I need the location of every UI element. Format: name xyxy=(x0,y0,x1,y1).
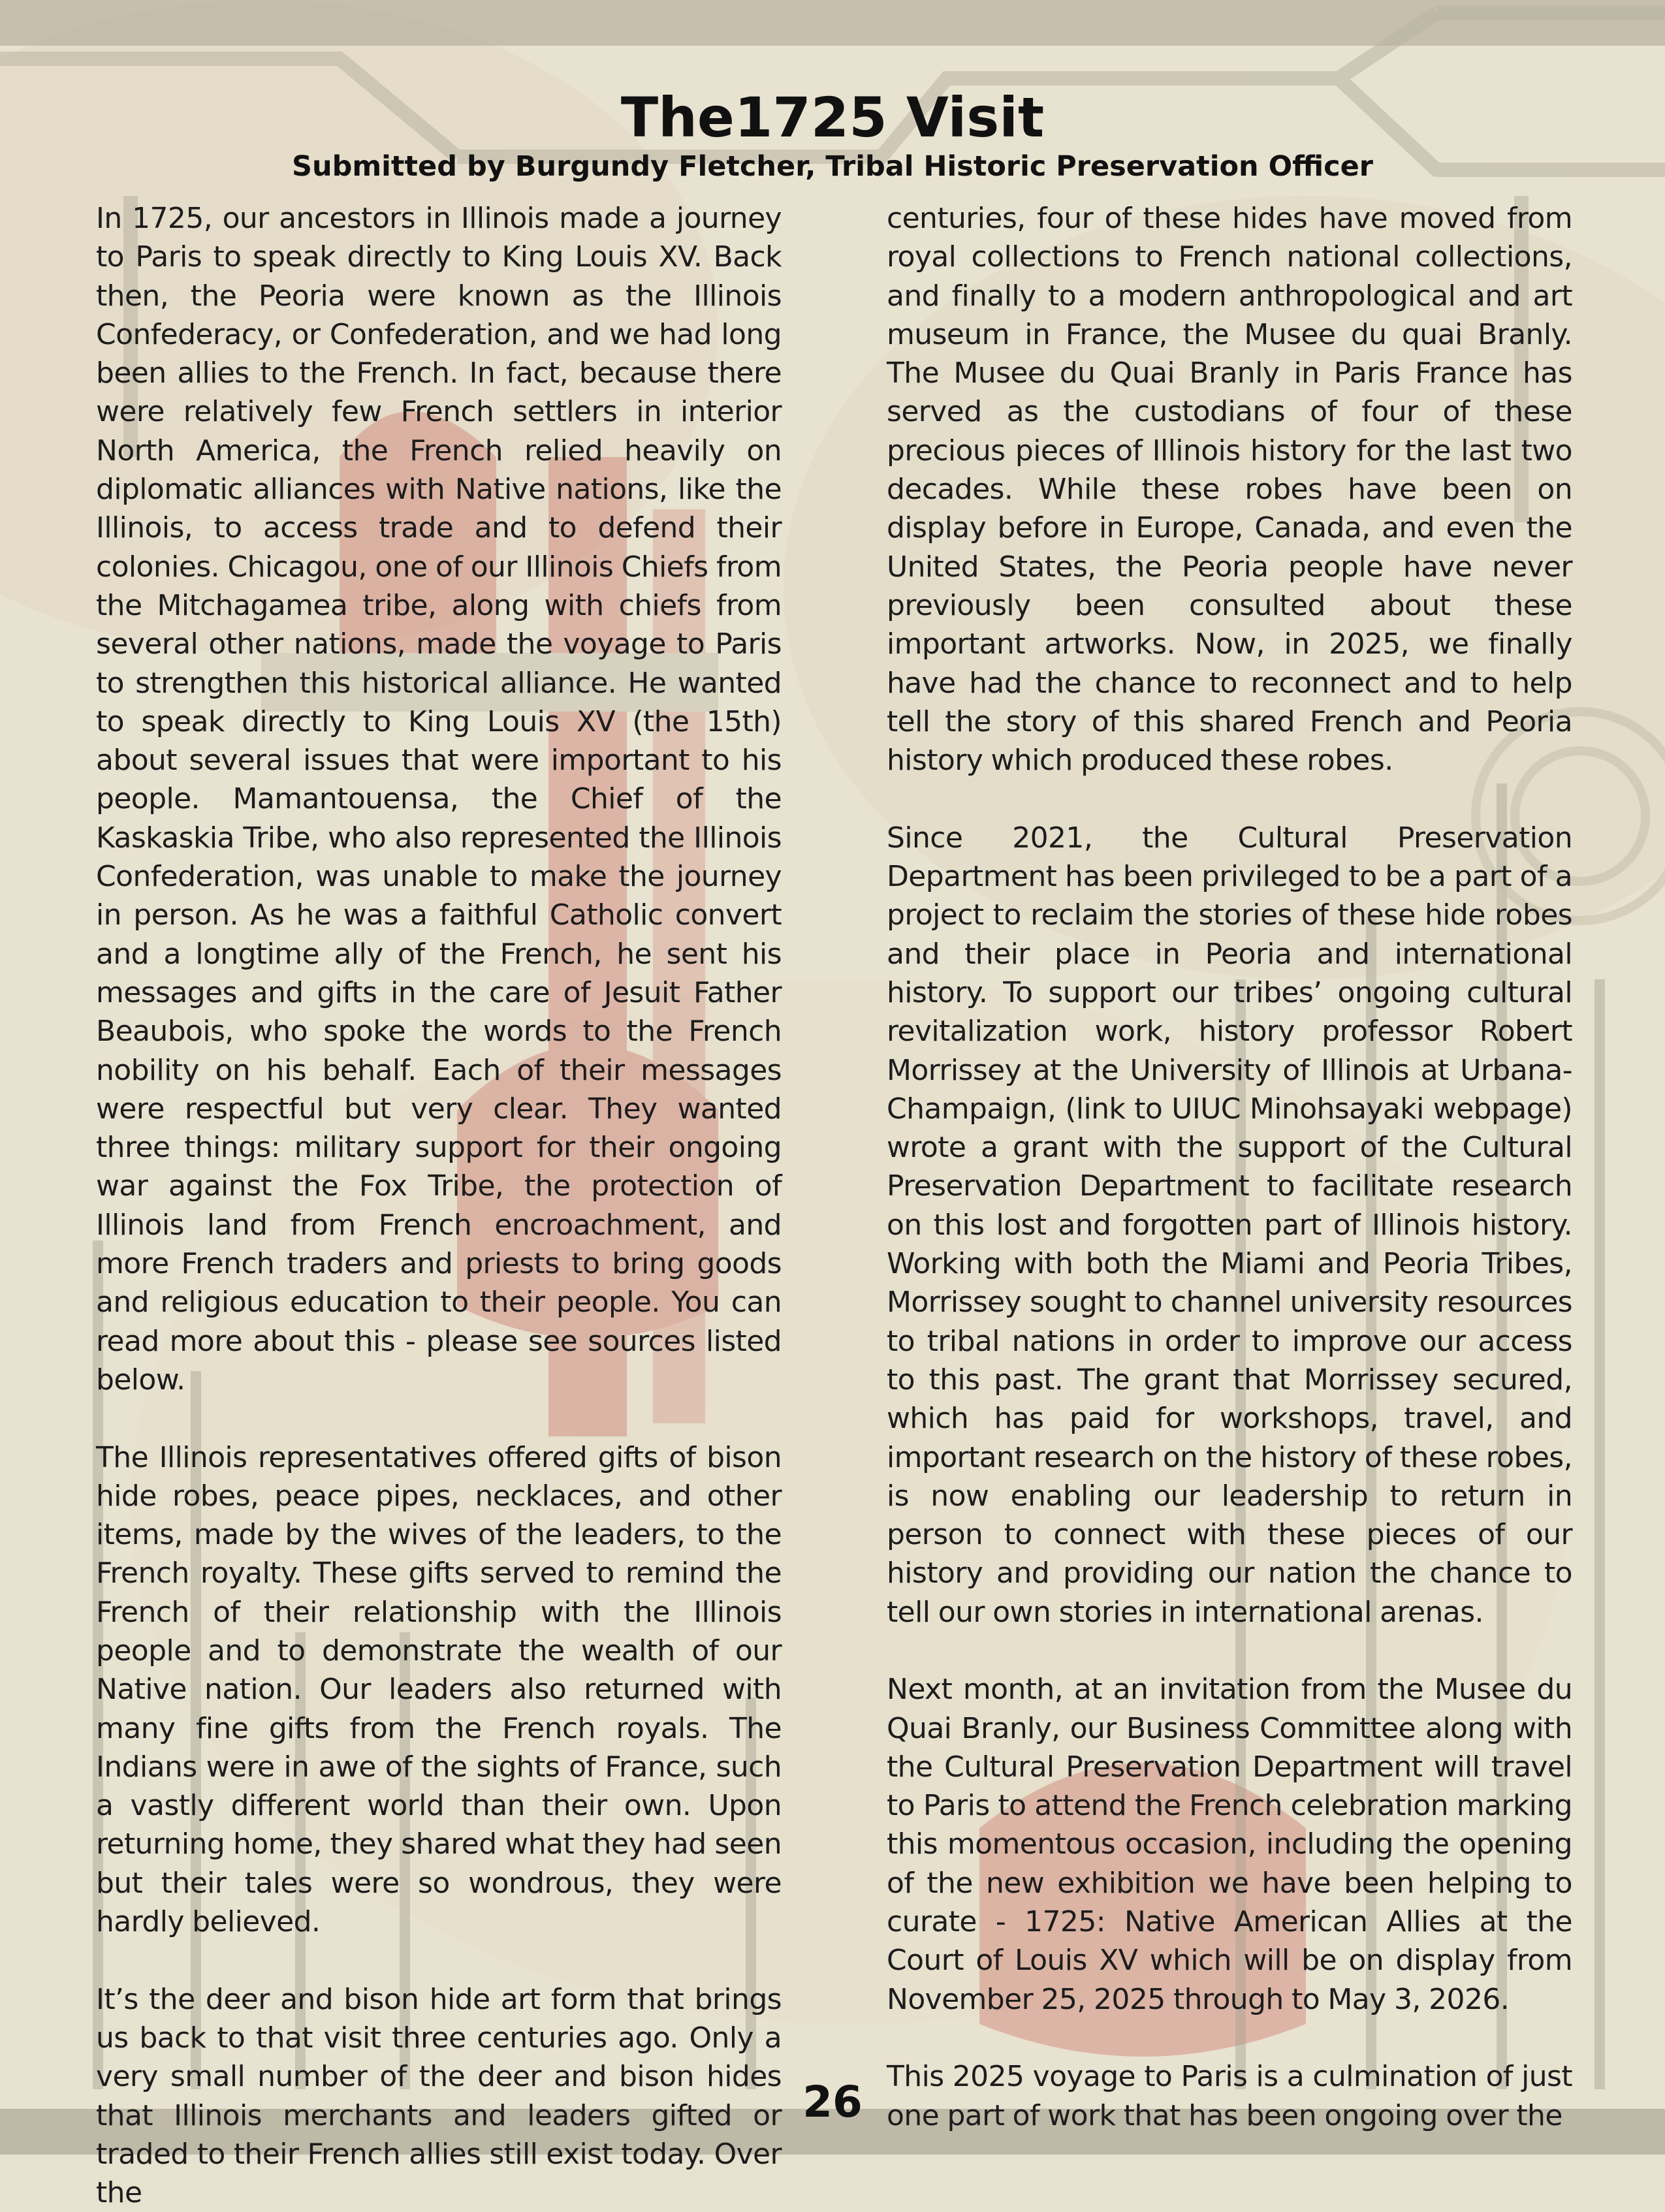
paragraph: It’s the deer and bison hide art form that brings us back to that visit three centuries ago. Only a very small number of the deer and bison hides that Illinois merchants and leaders gifted or traded to their French allies still exist today. Over the xyxy=(96,1982,782,2210)
article-right-column xyxy=(887,199,1572,2135)
article-byline: Submitted by Burgundy Fletcher, Tribal Historic Preservation Officer xyxy=(292,150,1373,183)
paragraph: This 2025 voyage to Paris is a culmination of just one part of work that has been ongoing over the xyxy=(887,2060,1572,2132)
page-number: 26 xyxy=(802,2077,863,2127)
article-left-column xyxy=(96,199,782,2212)
paragraph: Since 2021, the Cultural Preservation Department has been privileged to be a part of a project to reclaim the stories of these hide robes and their place in Peoria and international history. To support our tribes’ ongoing cultural revitalization work, history professor Robert Morrissey at the University of Illinois at Urbana-Champaign, (link to UIUC Minohsayaki webpage) wrote a grant with the support of the Cultural Preservation Department to facilitate research on this lost and forgotten part of Illinois history. Working with both the Miami and Peoria Tribes, Morrissey sought to channel university resources to tribal nations in order to improve our access to this past. The grant that Morrissey secured, which has paid for workshops, travel, and important research on the history of these robes, is now enabling our leadership to return in person to connect with these pieces of our history and providing our nation the chance to tell our own stories in international arenas. xyxy=(887,821,1572,1629)
page-title: The1725 Visit xyxy=(620,86,1045,150)
paragraph: centuries, four of these hides have moved from royal collections to French national collections, and finally to a modern anthropological and art museum in France, the Musee du quai Branly. The Musee du Quai Branly in Paris France has served as the custodians of four of these precious pieces of Illinois history for the last two decades. While these robes have been on display before in Europe, Canada, and even the United States, the Peoria people have never previously been consulted about these important artworks. Now, in 2025, we finally have had the chance to reconnect and to help tell the story of this shared French and Peoria history which produced these robes. xyxy=(887,202,1572,778)
paragraph: Next month, at an invitation from the Musee du Quai Branly, our Business Committee along with the Cultural Preservation Department will travel to Paris to attend the French celebration marking this momentous occasion, including the opening of the new exhibition we have been helping to curate - 1725: Native American Allies at the Court of Louis XV which will be on display from November 25, 2025 through to May 3, 2026. xyxy=(887,1673,1572,2016)
paragraph: The Illinois representatives offered gifts of bison hide robes, peace pipes, necklaces, and other items, made by the wives of the leaders, to the French royalty. These gifts served to remind the French of their relationship with the Illinois people and to demonstrate the wealth of our Native nation. Our leaders also returned with many fine gifts from the French royals. The Indians were in awe of the sights of France, such a vastly different world than their own. Upon returning home, they shared what they had seen but their tales were so wondrous, they were hardly believed. xyxy=(96,1440,782,1939)
paragraph: In 1725, our ancestors in Illinois made a journey to Paris to speak directly to King Louis XV. Back then, the Peoria were known as the Illinois Confederacy, or Confederation, and we had long been allies to the French. In fact, because there were relatively few French settlers in interior North America, the French relied heavily on diplomatic alliances with Native nations, like the Illinois, to access trade and to defend their colonies. Chicagou, one of our Illinois Chiefs from the Mitchagamea tribe, along with chiefs from several other nations, made the voyage to Paris to strengthen this historical alliance. He wanted to speak directly to King Louis XV (the 15th) about several issues that were important to his people. Mamantouensa, the Chief of the Kaskaskia Tribe, who also represented the Illinois Confederation, was unable to make the journey in person. As he was a faithful Catholic convert and a longtime ally of the French, he sent his messages and gifts in the care of Jesuit Father Beaubois, who spoke the words to the French nobility on his behalf. Each of their messages were respectful but very clear. They wanted three things: military support for their ongoing war against the Fox Tribe, the protection of Illinois land from French encroachment, and more French traders and priests to bring goods and religious education to their people. You can read more about this - please see sources listed below. xyxy=(96,202,782,1397)
